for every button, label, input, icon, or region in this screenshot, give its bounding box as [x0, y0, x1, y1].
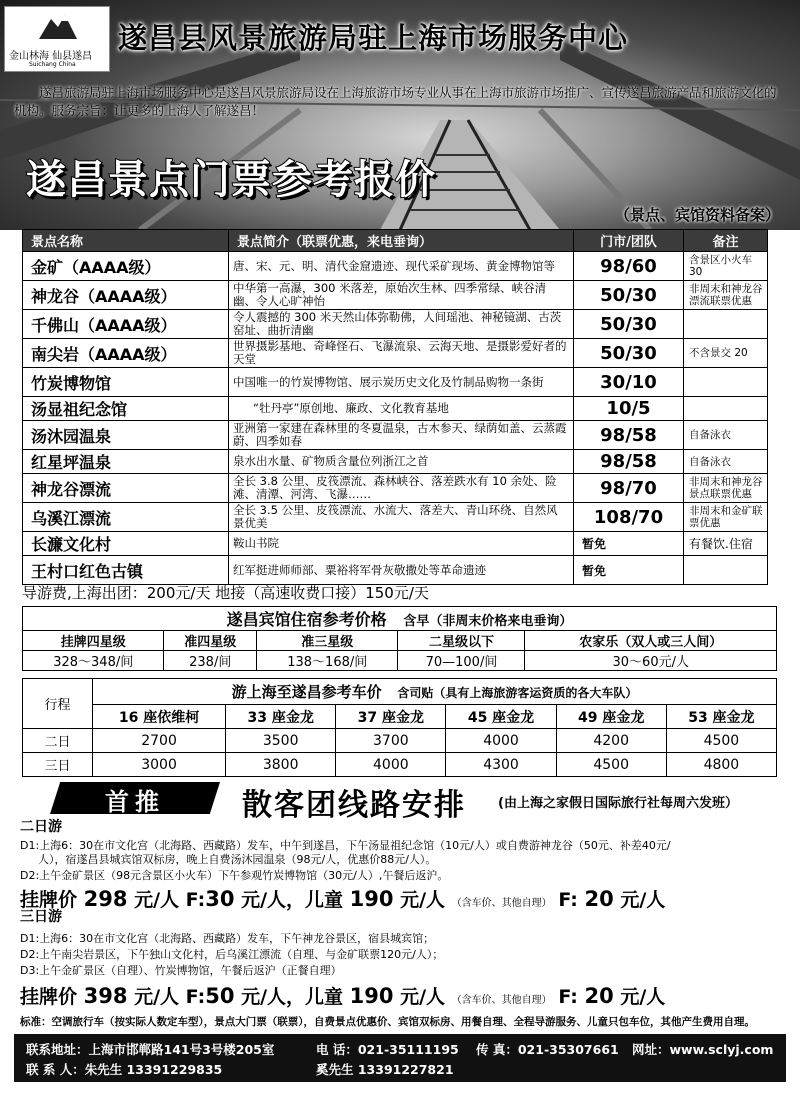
- hotel-price: 30～60元/人: [525, 651, 777, 671]
- price-prefix: 挂牌价: [20, 986, 78, 1008]
- attraction-note: [684, 310, 768, 339]
- route-subtitle: (由上海之家假日国际旅行社每周六发班）: [498, 796, 738, 811]
- table-row: [23, 252, 768, 281]
- attraction-price: 108/70: [574, 503, 684, 532]
- attraction-note: [684, 556, 768, 585]
- price-note: （含车价、其他自理）: [451, 898, 552, 909]
- car-price: 2700: [93, 729, 226, 753]
- guide-fee: 导游费,上海出团：200元/天 地接（高速收费口接）150元/天: [22, 584, 429, 602]
- hotel-price: 238/间: [164, 651, 257, 671]
- hotel-header: 二星级以下: [398, 631, 525, 651]
- table-row: [23, 310, 768, 339]
- hotel-header: 农家乐（双人或三人间）: [525, 631, 777, 651]
- itinerary-line: D2:上午南尖岩景区，下午独山文化村，后乌溪江漂流（自理、与金矿联票120元/人）；: [20, 948, 444, 961]
- attraction-name: 汤沐园温泉: [23, 421, 229, 450]
- hero-banner: [0, 0, 800, 230]
- attraction-desc: 泉水出水量、矿物质含量位列浙江之首: [229, 450, 574, 474]
- car-header: 53 座金龙: [666, 705, 776, 729]
- f2-unit: 元/人: [620, 889, 666, 911]
- hotel-price: 70—100/间: [398, 651, 525, 671]
- table-header-row: [23, 230, 768, 252]
- child-unit: 元/人: [400, 889, 446, 911]
- attraction-price: 暂免: [574, 532, 684, 556]
- car-price: 4500: [556, 753, 666, 777]
- logo-slogan: 金山林海 仙县遂昌: [9, 51, 93, 62]
- column-header: 景点名称: [23, 230, 229, 252]
- attraction-note: [684, 397, 768, 421]
- hotel-header: 准三星级: [257, 631, 398, 651]
- f-price: 30: [205, 887, 235, 911]
- hotel-title-text: 遂昌宾馆住宿参考价格: [226, 610, 387, 629]
- car-title-note: 含司贴（具有上海旅游客运资质的各大车队）: [397, 686, 638, 700]
- attraction-name: 汤显祖纪念馆: [23, 397, 229, 421]
- route-banner: [20, 778, 780, 823]
- child-price: 190: [349, 887, 394, 911]
- attraction-note: 有餐饮.住宿: [684, 532, 768, 556]
- footer-contact-1: 联 系 人：朱先生 13391229835: [26, 1062, 223, 1077]
- itinerary-line: D3:上午金矿景区（自理）、竹炭博物馆，午餐后返沪（正餐自理）: [20, 964, 342, 977]
- logo-english: Suichang China: [29, 61, 76, 68]
- footer-phone: 电 话：021-35111195: [316, 1042, 459, 1057]
- f-unit: 元/人，儿童: [241, 889, 344, 911]
- attraction-name: 红星坪温泉: [23, 450, 229, 474]
- hotel-header: 挂牌四星级: [23, 631, 164, 651]
- attraction-price: 98/58: [574, 450, 684, 474]
- three-day-tour: [20, 906, 780, 1009]
- ticket-subheading: （景点、宾馆资料备案）: [614, 206, 780, 224]
- car-price: 4200: [556, 729, 666, 753]
- tour-label: 二日游: [20, 819, 62, 835]
- attraction-note: 非周末和金矿联票优惠: [684, 503, 768, 532]
- footer-address: 联系地址：上海市邯郸路141号3号楼205室: [26, 1042, 275, 1057]
- attraction-price: 暂免: [574, 556, 684, 585]
- f2-price: 20: [584, 984, 614, 1008]
- attraction-desc: 亚洲第一家建在森林里的冬夏温泉，古木参天、绿荫如盖、云蒸霞蔚、四季如春: [229, 421, 574, 450]
- car-days: 二日: [23, 729, 93, 753]
- attraction-name: 神龙谷（AAAA级）: [23, 281, 229, 310]
- car-price: 4800: [666, 753, 776, 777]
- tour-label: 三日游: [20, 909, 62, 925]
- car-header: 37 座金龙: [336, 705, 446, 729]
- column-header: 景点简介（联票优惠，来电垂询）: [229, 230, 574, 252]
- table-row: [23, 421, 768, 450]
- attraction-price: 50/30: [574, 310, 684, 339]
- itinerary-line: D1:上海6：30在市文化宫（北海路、西藏路）发车，中午到遂昌，下午汤显祖纪念馆（10元/人）或自费游神龙谷（50元、补差40元/: [20, 839, 671, 852]
- car-price-table: [22, 678, 777, 777]
- table-row: [23, 368, 768, 397]
- f2-label: F:: [558, 889, 578, 911]
- price-unit: 元/人 F:: [134, 986, 206, 1008]
- car-price: 3000: [93, 753, 226, 777]
- ticket-heading: 遂昌景点门票参考报价: [26, 157, 436, 203]
- child-price: 190: [349, 984, 394, 1008]
- table-row: [23, 474, 768, 503]
- table-row: [23, 556, 768, 585]
- recommend-badge-text: 首推: [105, 788, 165, 816]
- price-note: （含车价、其他自理）: [451, 995, 552, 1006]
- car-header: 33 座金龙: [226, 705, 336, 729]
- attraction-name: 南尖岩（AAAA级）: [23, 339, 229, 368]
- car-days: 三日: [23, 753, 93, 777]
- itinerary-line: 人），宿遂昌县城宾馆双标房，晚上自费汤沐园温泉（98元/人，优惠价88元/人）。: [38, 853, 437, 866]
- f2-price: 20: [584, 887, 614, 911]
- attraction-note: 自备泳衣: [684, 421, 768, 450]
- itinerary-line: D2:上午金矿景区（98元含景区小火车）下午参观竹炭博物馆（30元/人）,午餐后返沪。: [20, 869, 449, 882]
- car-price: 3800: [226, 753, 336, 777]
- price-prefix: 挂牌价: [20, 889, 78, 911]
- attraction-desc: 中华第一高瀑，300 米落差，原始次生林、四季常绿、峡谷清幽、令人心旷神怡: [229, 281, 574, 310]
- f-price: 50: [205, 984, 235, 1008]
- attraction-name: 竹炭博物馆: [23, 368, 229, 397]
- car-price: 4300: [446, 753, 556, 777]
- f2-unit: 元/人: [620, 986, 666, 1008]
- attraction-note: 非周末和神龙谷漂流联票优惠: [684, 281, 768, 310]
- table-row: [23, 339, 768, 368]
- intro-text: 遂昌旅游局驻上海市场服务中心是遂昌风景旅游局设在上海旅游市场专业从事在上海市旅游市场推广、宣传遂昌旅游产品和旅游文化的机构。服务宗旨：让更多的上海人了解遂昌！: [14, 85, 777, 118]
- table-row: [23, 450, 768, 474]
- attraction-desc: 令人震撼的 300 米天然山体弥勒佛，人间瑶池、神秘镜湖、古茨窑址、曲折清幽: [229, 310, 574, 339]
- attraction-desc: 全长 3.8 公里、皮筏漂流、森林峡谷、落差跌水有 10 余处、险滩、清潭、河湾、飞瀑……: [229, 474, 574, 503]
- price-unit: 元/人 F:: [134, 889, 206, 911]
- attraction-note: [684, 368, 768, 397]
- attraction-price: 50/30: [574, 339, 684, 368]
- footer-contact-2: 奚先生 13391227821: [316, 1062, 454, 1077]
- car-title-text: 游上海至遂昌参考车价: [231, 683, 382, 701]
- car-row-label: 行程: [23, 679, 93, 729]
- attraction-price: 98/58: [574, 421, 684, 450]
- attraction-note: 非周末和神龙谷景点联票优惠: [684, 474, 768, 503]
- list-price: 398: [83, 984, 128, 1008]
- attraction-price: 98/60: [574, 252, 684, 281]
- itinerary-line: D1:上海6：30在市文化宫（北海路、西藏路）发车，下午神龙谷景区，宿县城宾馆；: [20, 932, 435, 945]
- two-day-tour: [20, 816, 780, 912]
- attraction-desc: 全长 3.5 公里、皮筏漂流、水流大、落差大、青山环绕、自然风景优美: [229, 503, 574, 532]
- car-header: 45 座金龙: [446, 705, 556, 729]
- f2-label: F:: [558, 986, 578, 1008]
- column-header: 门市/团队: [574, 230, 684, 252]
- attraction-note: 自备泳衣: [684, 450, 768, 474]
- attraction-desc: 世界摄影基地、奇峰怪石、飞瀑流泉、云海天地、是摄影爱好者的天堂: [229, 339, 574, 368]
- mountain-logo-icon: [37, 11, 79, 41]
- footer-website: 网址：www.sclyj.com: [632, 1042, 774, 1057]
- hotel-title-note: 含早（非周末价格来电垂询）: [403, 614, 573, 629]
- attraction-name: 千佛山（AAAA级）: [23, 310, 229, 339]
- car-price: 3700: [336, 729, 446, 753]
- page-title: 遂昌县风景旅游局驻上海市场服务中心: [118, 21, 629, 55]
- price-line: [20, 982, 780, 1009]
- footer-fax: 传 真：021-35307661: [476, 1042, 619, 1057]
- hotel-price: 138～168/间: [257, 651, 398, 671]
- table-row: [23, 503, 768, 532]
- attraction-name: 长濂文化村: [23, 532, 229, 556]
- column-header: 备注: [684, 230, 768, 252]
- attraction-desc: 鞍山书院: [229, 532, 574, 556]
- footer-contact: [14, 1034, 786, 1082]
- attraction-name: 金矿（AAAA级）: [23, 252, 229, 281]
- attraction-desc: 红军挺进师师部、粟裕将军骨灰敬撒处等革命遗迹: [229, 556, 574, 585]
- route-title: 散客团线路安排: [242, 788, 466, 823]
- car-header: 16 座依维柯: [93, 705, 226, 729]
- attraction-name: 神龙谷漂流: [23, 474, 229, 503]
- car-title: [93, 679, 777, 705]
- attraction-name: 乌溪江漂流: [23, 503, 229, 532]
- hotel-title: [23, 607, 777, 631]
- attraction-price: 10/5: [574, 397, 684, 421]
- car-price: 4000: [446, 729, 556, 753]
- table-row: [23, 532, 768, 556]
- list-price: 298: [83, 887, 128, 911]
- ticket-price-table: [22, 229, 768, 585]
- attraction-note: 含景区小火车 30: [684, 252, 768, 281]
- hotel-header: 准四星级: [164, 631, 257, 651]
- service-standard: 标准：空调旅行车（按实际人数定车型），景点大门票（联票），自费景点优惠价、宾馆双标房、用餐自理、全程导游服务、儿童只包车位，其他产生费用自理。: [20, 1016, 755, 1028]
- hotel-price: 328～348/间: [23, 651, 164, 671]
- hotel-price-table: [22, 606, 777, 671]
- attraction-name: 王村口红色古镇: [23, 556, 229, 585]
- attraction-desc: 中国唯一的竹炭博物馆、展示炭历史文化及竹制品购物一条街: [229, 368, 574, 397]
- car-price: 3500: [226, 729, 336, 753]
- attraction-price: 50/30: [574, 281, 684, 310]
- attraction-price: 30/10: [574, 368, 684, 397]
- attraction-desc: “牡丹亭”原创地、廉政、文化教育基地: [229, 397, 574, 421]
- attraction-price: 98/70: [574, 474, 684, 503]
- child-unit: 元/人: [400, 986, 446, 1008]
- attraction-note: 不含景交 20: [684, 339, 768, 368]
- car-price: 4500: [666, 729, 776, 753]
- car-header: 49 座金龙: [556, 705, 666, 729]
- f-unit: 元/人，儿童: [241, 986, 344, 1008]
- logo: [4, 6, 110, 72]
- car-price: 4000: [336, 753, 446, 777]
- table-row: [23, 397, 768, 421]
- attraction-desc: 唐、宋、元、明、清代金窟遗迹、现代采矿现场、黄金博物馆等: [229, 252, 574, 281]
- table-row: [23, 281, 768, 310]
